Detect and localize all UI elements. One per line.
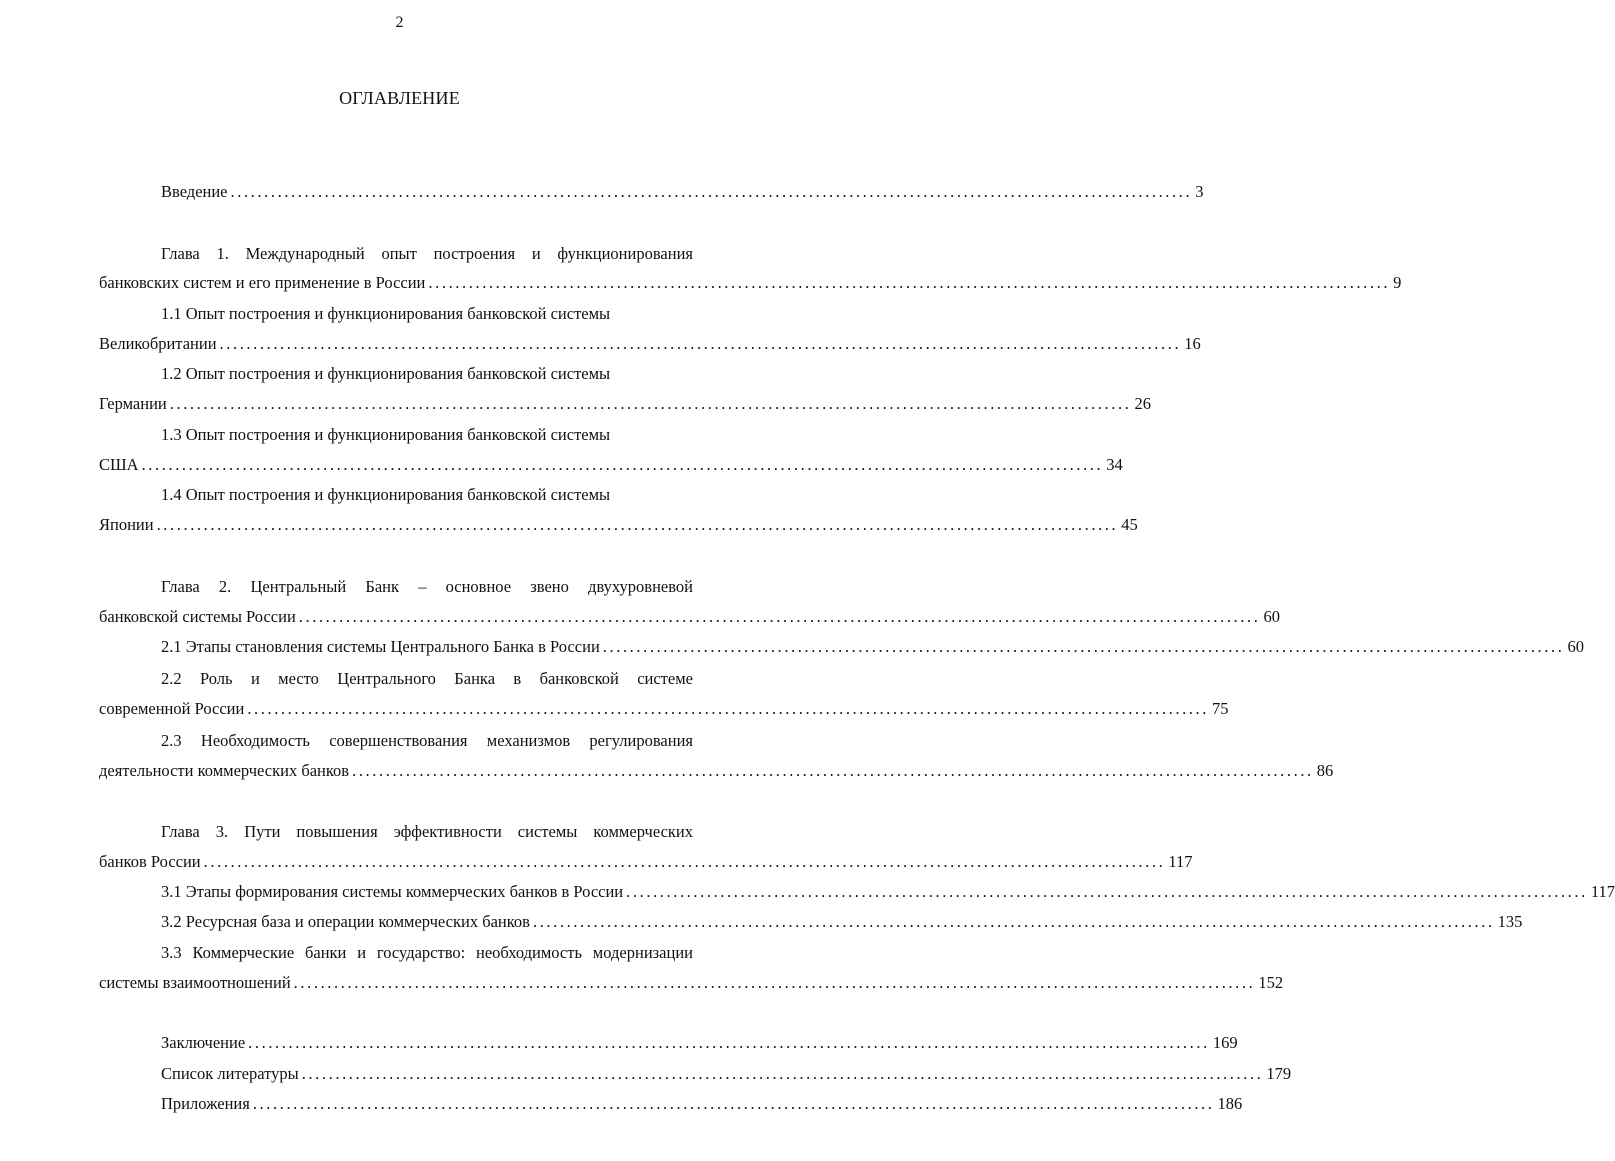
dot-leader: ............................................................................................................................................... — [219, 334, 1182, 353]
dot-leader: ............................................................................................................................................... — [252, 1094, 1215, 1113]
toc-section-3-3[interactable] — [99, 972, 1284, 994]
toc-entry-label: банковских систем и его применение в России — [99, 273, 426, 292]
toc-page-number: 86 — [1316, 761, 1334, 780]
toc-page-number: 9 — [1393, 273, 1402, 292]
dot-leader: ............................................................................................................................................... — [169, 394, 1132, 413]
toc-section-2-2-heading[interactable]: 2.2 Роль и место Центрального Банка в банковской системе — [161, 669, 693, 688]
toc-page-number: 179 — [1266, 1064, 1292, 1083]
toc-section-1-3-heading[interactable]: 1.3 Опыт построения и функционирования банковской системы — [161, 425, 611, 444]
toc-entry-references[interactable] — [99, 1063, 1292, 1085]
toc-chapter-3[interactable] — [99, 851, 1193, 873]
toc-section-3-1[interactable] — [99, 881, 1615, 903]
dot-leader: ............................................................................................................................................... — [532, 912, 1495, 931]
toc-entry-conclusion[interactable] — [99, 1032, 1238, 1054]
toc-section-1-3[interactable] — [99, 454, 1123, 476]
toc-entry-label: системы взаимоотношений — [99, 973, 291, 992]
dot-leader: ............................................................................................................................................... — [247, 699, 1209, 718]
toc-page-number: 169 — [1212, 1033, 1238, 1052]
toc-section-1-1-heading[interactable]: 1.1 Опыт построения и функционирования банковской системы — [161, 304, 611, 323]
toc-chapter-2[interactable] — [99, 606, 1280, 628]
toc-section-3-3-heading[interactable]: 3.3 Коммерческие банки и государство: необходимость модернизации — [161, 943, 693, 962]
toc-chapter-2-heading[interactable]: Глава 2. Центральный Банк – основное звено двухуровневой — [161, 577, 693, 596]
toc-page-number: 26 — [1134, 394, 1151, 413]
dot-leader: ............................................................................................................................................... — [156, 515, 1119, 534]
toc-section-3-2[interactable] — [99, 911, 1523, 933]
toc-page-number: 75 — [1212, 699, 1229, 718]
toc-entry-label: деятельности коммерческих банков — [99, 761, 350, 780]
toc-chapter-1-heading[interactable]: Глава 1. Международный опыт построения и функционирования — [161, 244, 693, 263]
toc-entry-label: 2.1 Этапы становления системы Центрального Банка в России — [161, 637, 600, 656]
toc-section-1-2[interactable] — [99, 393, 1151, 415]
toc-entry-label: Приложения — [161, 1094, 250, 1113]
dot-leader: ............................................................................................................................................... — [352, 761, 1314, 780]
toc-entry-label: Список литературы — [161, 1064, 299, 1083]
toc-section-1-1[interactable] — [99, 333, 1201, 355]
toc-page-number: 186 — [1217, 1094, 1243, 1113]
toc-entry-label: Германии — [99, 394, 167, 413]
dot-leader: ............................................................................................................................................... — [428, 273, 1391, 292]
dot-leader: ............................................................................................................................................... — [230, 182, 1193, 201]
toc-entry-label: банковской системы России — [99, 607, 296, 626]
dot-leader: ............................................................................................................................................... — [298, 607, 1261, 626]
toc-page-number: 34 — [1106, 455, 1123, 474]
toc-entry-appendices[interactable] — [99, 1093, 1243, 1115]
toc-section-2-2[interactable] — [99, 698, 1229, 720]
toc-section-2-3[interactable] — [99, 760, 1334, 782]
toc-section-1-4[interactable] — [99, 514, 1138, 536]
toc-entry-label: современной России — [99, 699, 245, 718]
toc-entry-label: 3.1 Этапы формирования системы коммерческих банков в России — [161, 882, 624, 901]
toc-page-number: 16 — [1184, 334, 1201, 353]
toc-entry-label: Японии — [99, 515, 154, 534]
dot-leader: ............................................................................................................................................... — [293, 973, 1256, 992]
dot-leader: ............................................................................................................................................... — [301, 1064, 1264, 1083]
toc-entry-label: Великобритании — [99, 334, 217, 353]
toc-chapter-3-heading[interactable]: Глава 3. Пути повышения эффективности системы коммерческих — [161, 822, 693, 841]
toc-entry-label: США — [99, 455, 139, 474]
toc-entry-label: Введение — [161, 182, 228, 201]
toc-section-2-1[interactable] — [99, 636, 1584, 658]
toc-page-number: 117 — [1168, 852, 1193, 871]
toc-page-number: 117 — [1590, 882, 1615, 901]
toc-section-1-4-heading[interactable]: 1.4 Опыт построения и функционирования банковской системы — [161, 485, 611, 504]
toc-entry-label: банков России — [99, 852, 201, 871]
toc-section-2-3-heading[interactable]: 2.3 Необходимость совершенствования механизмов регулирования — [161, 731, 693, 750]
toc-entry-intro[interactable] — [99, 181, 1204, 203]
toc-page-number: 152 — [1258, 973, 1284, 992]
toc-page-number: 60 — [1567, 637, 1584, 656]
toc-chapter-1[interactable] — [99, 272, 1402, 294]
toc-page-number: 3 — [1195, 182, 1204, 201]
dot-leader: ............................................................................................................................................... — [203, 852, 1166, 871]
dot-leader: ............................................................................................................................................... — [626, 882, 1588, 901]
toc-page-number: 135 — [1497, 912, 1523, 931]
page-title: ОГЛАВЛЕНИЕ — [339, 88, 460, 108]
dot-leader: ............................................................................................................................................... — [141, 455, 1104, 474]
toc-page-number: 60 — [1263, 607, 1280, 626]
toc-page-number: 45 — [1121, 515, 1138, 534]
toc-section-1-2-heading[interactable]: 1.2 Опыт построения и функционирования банковской системы — [161, 364, 611, 383]
page-number: 2 — [395, 14, 404, 31]
dot-leader: ............................................................................................................................................... — [602, 637, 1565, 656]
toc-entry-label: 3.2 Ресурсная база и операции коммерческих банков — [161, 912, 530, 931]
toc-entry-label: Заключение — [161, 1033, 246, 1052]
dot-leader: ............................................................................................................................................... — [248, 1033, 1210, 1052]
